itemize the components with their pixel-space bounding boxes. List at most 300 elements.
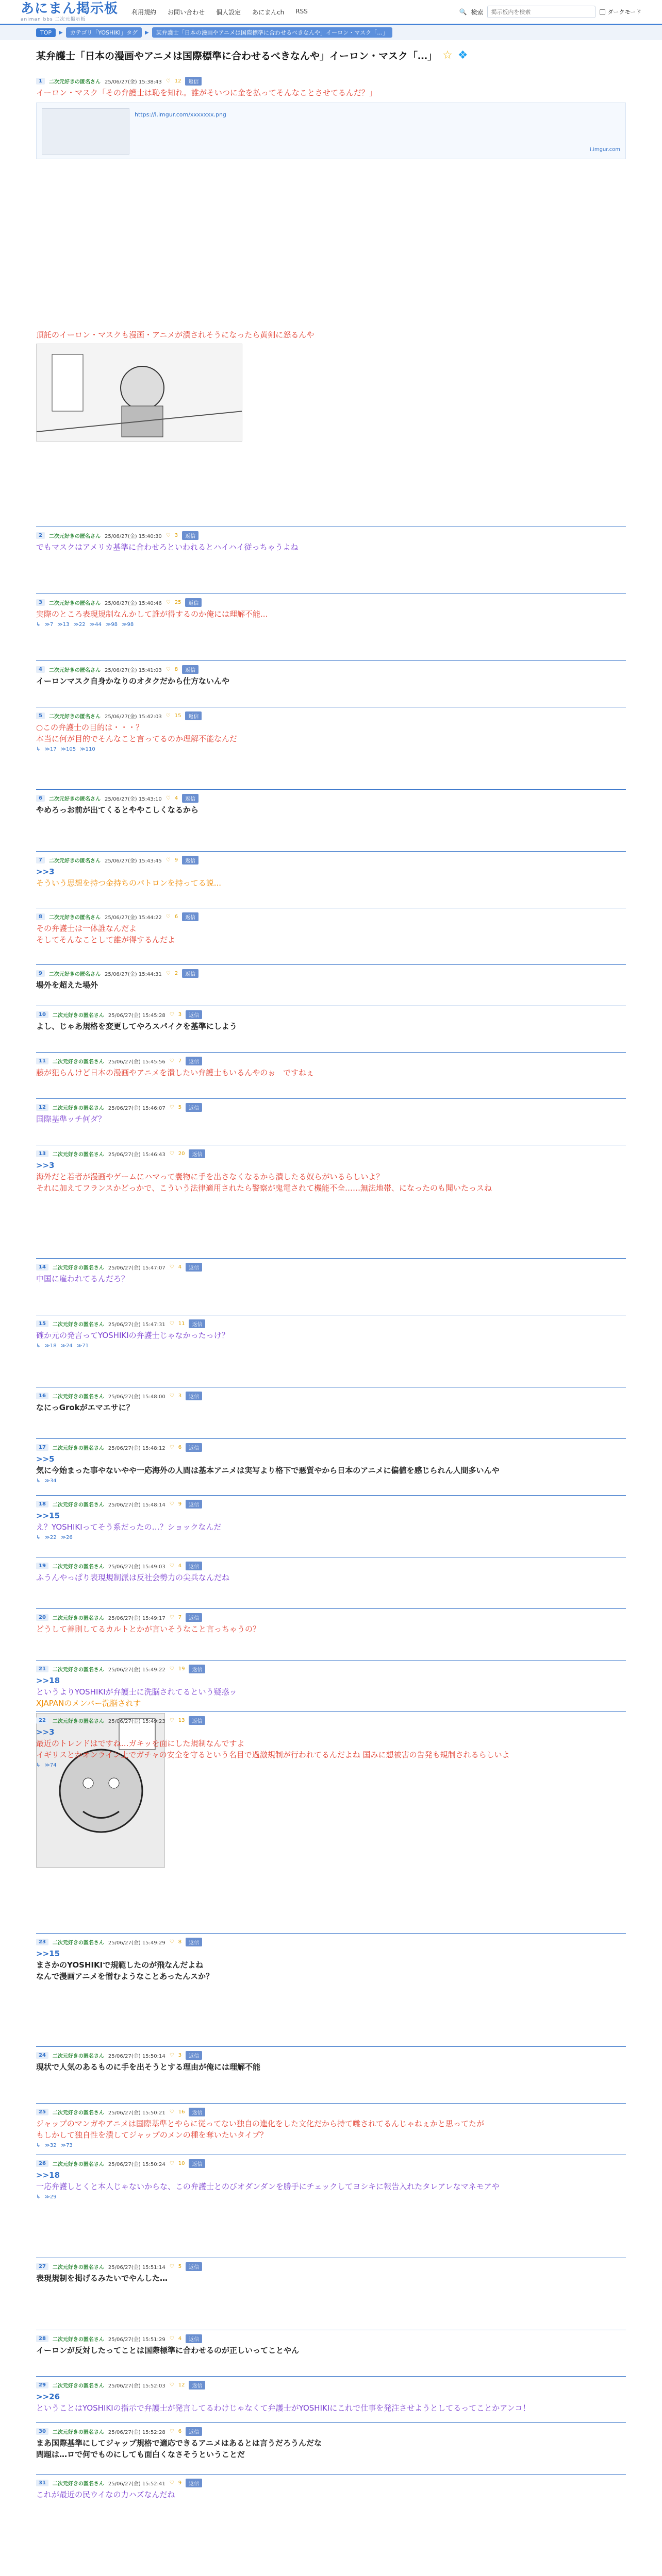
reply-arrow-icon: ↳	[36, 1762, 41, 1768]
heart-icon[interactable]: ♡	[169, 1717, 174, 1723]
reference-link[interactable]: ≫22	[44, 1535, 57, 1540]
nav-contact[interactable]: お問い合わせ	[168, 8, 205, 16]
reference-link[interactable]: ≫98	[105, 622, 118, 628]
post-body	[36, 2060, 626, 2073]
heart-icon[interactable]: ♡	[169, 1011, 174, 1018]
reply-anchor[interactable]: >>3	[36, 1727, 55, 1737]
poster-name: 二次元好きの匿名さん	[52, 1012, 104, 1019]
post-number[interactable]: 30	[36, 2428, 48, 2435]
post-19	[36, 1561, 626, 1583]
post-number[interactable]: 20	[36, 1614, 48, 1621]
post-number[interactable]: 26	[36, 2160, 48, 2167]
reply-anchor[interactable]: >>15	[36, 1511, 60, 1520]
nav-rss[interactable]: RSS	[295, 7, 308, 15]
like-count: 2	[174, 970, 178, 976]
link-card[interactable]	[36, 103, 626, 159]
post-body	[36, 1112, 626, 1125]
post-number[interactable]: 16	[36, 1393, 48, 1399]
post-line: やめろっお前が出てくるとややこしくなるから	[36, 805, 199, 815]
post-25	[36, 2107, 626, 2148]
post-body	[36, 1946, 626, 1982]
like-count: 4	[178, 1264, 182, 1270]
post-body	[36, 1400, 626, 1413]
poster-name: 二次元好きの匿名さん	[52, 2481, 104, 2487]
checkbox-icon[interactable]	[600, 9, 605, 15]
reply-button[interactable]: 返信	[182, 912, 198, 921]
heart-icon[interactable]: ♡	[169, 2428, 174, 2434]
like-count: 4	[178, 2335, 182, 2342]
main-nav	[131, 8, 308, 16]
post-body	[36, 2271, 626, 2284]
reply-button[interactable]: 返信	[186, 2479, 202, 2487]
link-domain: i.imgur.com	[590, 147, 620, 152]
post-body	[36, 2389, 626, 2414]
post-meta	[36, 912, 626, 921]
post-body	[36, 86, 626, 442]
reply-anchor[interactable]: >>5	[36, 1454, 55, 1464]
post-line: 確か元の発言ってYOSHIKIの弁護士じゃなかったっけ？	[36, 1331, 229, 1340]
post-divider	[36, 1052, 626, 1053]
poster-name: 二次元好きの匿名さん	[52, 2264, 104, 2270]
like-count: 9	[178, 2480, 182, 2486]
post-date: 25/06/27(金) 15:50:24	[108, 2161, 166, 2167]
post-line: どうして善則してるカルトとかが言いそうなこと言っちゃうの？	[36, 1624, 261, 1634]
post-16	[36, 1391, 626, 1413]
heart-icon[interactable]: ♡	[169, 1666, 174, 1672]
reply-button[interactable]: 返信	[189, 1149, 205, 1158]
post-references	[36, 2192, 626, 2200]
post-number[interactable]: 7	[36, 857, 45, 863]
post-body	[36, 1065, 626, 1078]
post-date: 25/06/27(金) 15:44:31	[104, 971, 162, 977]
post-line: イーロンが反対したってことは国際標準に合わせるのが正しいってことやん	[36, 2346, 300, 2355]
reference-link[interactable]: ≫71	[76, 1343, 89, 1349]
reply-arrow-icon: ↳	[36, 1535, 41, 1540]
poster-name: 二次元好きの匿名さん	[52, 1445, 104, 1451]
post-number[interactable]: 9	[36, 970, 45, 977]
post-number[interactable]: 6	[36, 795, 45, 802]
poster-name: 二次元好きの匿名さん	[52, 1615, 104, 1621]
post-body	[36, 540, 626, 553]
reply-button[interactable]: 返信	[182, 794, 198, 803]
reference-link[interactable]: ≫98	[122, 622, 134, 628]
reply-button[interactable]: 返信	[186, 1392, 202, 1400]
post-references	[36, 1533, 626, 1540]
reply-button[interactable]: 返信	[182, 856, 198, 865]
post-number[interactable]: 31	[36, 2480, 48, 2486]
post-body	[36, 978, 626, 991]
heart-icon[interactable]: ♡	[166, 857, 171, 863]
chevron-right-icon: ▶	[59, 29, 63, 36]
poster-name: 二次元好きの匿名さん	[52, 1394, 104, 1400]
post-26	[36, 2159, 626, 2200]
chevron-right-icon: ▶	[145, 29, 149, 36]
reference-link[interactable]: ≫24	[60, 1343, 73, 1349]
post-meta	[36, 2050, 626, 2060]
like-count: 5	[178, 2263, 182, 2269]
post-line: 藤が犯らんけど日本の漫画やアニメを潰したい弁護士もいるんやのぉ ですねぇ	[36, 1068, 315, 1077]
heart-icon[interactable]: ♡	[166, 713, 171, 719]
post-meta	[36, 1319, 626, 1328]
post-line: なんで漫画アニメを憎むようなことあったんスか？	[36, 1972, 214, 1981]
nav-settings[interactable]: 個人設定	[216, 8, 241, 16]
heart-icon[interactable]: ♡	[169, 1614, 174, 1620]
nav-terms[interactable]: 利用規約	[131, 8, 157, 16]
poster-name: 二次元好きの匿名さん	[52, 1940, 104, 1946]
breadcrumb-home[interactable]: TOP	[36, 28, 56, 37]
reference-link[interactable]: ≫17	[44, 747, 57, 752]
like-count: 9	[174, 857, 178, 863]
post-27	[36, 2262, 626, 2284]
post-body	[36, 1570, 626, 1583]
reply-button[interactable]: 返信	[189, 2159, 205, 2168]
post-line: なにっGrokがエマエサに？	[36, 1403, 134, 1412]
like-count: 3	[178, 2052, 182, 2058]
thread-header	[36, 40, 626, 67]
reference-link[interactable]: ≫110	[80, 747, 95, 752]
post-divider	[36, 2376, 626, 2377]
post-meta	[36, 2478, 626, 2487]
post-number[interactable]: 24	[36, 2052, 48, 2059]
post-number[interactable]: 21	[36, 1666, 48, 1672]
like-count: 10	[178, 2160, 185, 2166]
post-meta	[36, 531, 626, 540]
reply-button[interactable]: 返信	[189, 1716, 205, 1725]
heart-icon[interactable]: ♡	[166, 795, 171, 801]
like-count: 11	[178, 1320, 185, 1327]
post-number[interactable]: 18	[36, 1501, 48, 1507]
reply-anchor[interactable]: >>18	[36, 1676, 60, 1685]
post-17	[36, 1443, 626, 1484]
post-number[interactable]: 10	[36, 1011, 48, 1018]
post-number[interactable]: 22	[36, 1717, 48, 1724]
like-count: 6	[174, 913, 178, 920]
post-number[interactable]: 8	[36, 913, 45, 920]
reply-button[interactable]: 返信	[186, 1938, 202, 1946]
reply-anchor[interactable]: >>18	[36, 2171, 60, 2180]
poster-name: 二次元好きの匿名さん	[52, 1059, 104, 1065]
like-count: 12	[178, 2382, 185, 2388]
post-divider	[36, 1711, 626, 1712]
reference-link[interactable]: ≫32	[44, 2143, 57, 2148]
poster-name: 二次元好きの匿名さん	[52, 2383, 104, 2389]
heart-icon[interactable]: ♡	[169, 1058, 174, 1064]
reply-button[interactable]: 返信	[186, 1443, 202, 1452]
reply-button[interactable]: 返信	[186, 1613, 202, 1622]
post-line: ふうんやっぱり表現規制派は反社会勢力の尖兵なんだね	[36, 1573, 230, 1582]
poster-name: 二次元好きの匿名さん	[52, 2161, 104, 2167]
post-number[interactable]: 29	[36, 2382, 48, 2388]
post-date: 25/06/27(金) 15:52:28	[108, 2429, 166, 2435]
post-number[interactable]: 27	[36, 2263, 48, 2270]
heart-icon[interactable]: ♡	[166, 78, 171, 84]
post-number[interactable]: 5	[36, 713, 45, 719]
like-count: 15	[174, 713, 181, 719]
reply-button[interactable]: 返信	[186, 2262, 202, 2271]
reply-button[interactable]: 返信	[186, 1103, 202, 1112]
reply-anchor[interactable]: >>3	[36, 1161, 55, 1170]
poster-name: 二次元好きの匿名さん	[52, 1502, 104, 1508]
reference-link[interactable]: ≫105	[60, 747, 76, 752]
reference-link[interactable]: ≫7	[44, 622, 54, 628]
post-body	[36, 1158, 626, 1194]
like-count: 8	[174, 666, 178, 672]
post-date: 25/06/27(金) 15:45:56	[108, 1059, 166, 1065]
search-button[interactable]: 検索	[471, 8, 484, 16]
reply-button[interactable]: 返信	[186, 2427, 202, 2436]
reply-button[interactable]: 返信	[186, 2051, 202, 2060]
search-input[interactable]	[487, 6, 595, 18]
post-number[interactable]: 11	[36, 1058, 48, 1064]
post-date: 25/06/27(金) 15:38:43	[104, 79, 162, 85]
heart-icon[interactable]: ♡	[166, 599, 171, 605]
heart-icon[interactable]: ♡	[169, 1104, 174, 1110]
like-count: 7	[178, 1058, 182, 1064]
reply-button[interactable]: 返信	[186, 1057, 202, 1065]
reply-anchor[interactable]: >>15	[36, 1949, 60, 1958]
post-date: 25/06/27(金) 15:46:07	[108, 1105, 166, 1111]
heart-icon[interactable]: ♡	[166, 970, 171, 976]
reference-link[interactable]: ≫73	[60, 2143, 73, 2148]
post-body	[36, 1272, 626, 1284]
post-line: それに加えてフランスかどっかで、こういう法律適用されたら警察が鬼電されて機能不全……無法地帯、になったのも聞いたっスね	[36, 1183, 492, 1193]
post-15	[36, 1319, 626, 1349]
heart-icon[interactable]: ♡	[169, 2160, 174, 2166]
heart-icon[interactable]: ♡	[166, 532, 171, 538]
heart-icon[interactable]: ♡	[166, 666, 171, 672]
reference-link[interactable]: ≫74	[44, 1762, 57, 1768]
post-body	[36, 1019, 626, 1032]
nav-animanch[interactable]: あにまんch	[252, 8, 285, 16]
post-8	[36, 912, 626, 945]
post-number[interactable]: 17	[36, 1444, 48, 1451]
poster-name: 二次元好きの匿名さん	[48, 971, 101, 977]
post-line: まさかのYOSHIKIで規範したのが飛なんだよね	[36, 1960, 204, 1970]
reference-link[interactable]: ≫18	[44, 1343, 57, 1349]
post-number[interactable]: 3	[36, 599, 45, 606]
post-meta	[36, 665, 626, 674]
like-count: 7	[178, 1614, 182, 1620]
post-line: え？YOSHIKIってそう系だったの…？ショックなんだ	[36, 1522, 222, 1532]
heart-icon[interactable]: ♡	[169, 1320, 174, 1327]
reply-button[interactable]: 返信	[189, 2381, 205, 2389]
post-line: 場外を超えた場外	[36, 980, 98, 990]
like-count: 3	[174, 532, 178, 538]
post-body	[36, 2168, 626, 2192]
search-icon[interactable]: 🔍	[459, 8, 467, 15]
dark-mode-toggle[interactable]	[600, 8, 641, 16]
post-divider	[36, 2046, 626, 2047]
favorite-star-icon[interactable]: ☆	[442, 49, 453, 62]
reference-link[interactable]: ≫26	[60, 1535, 73, 1540]
post-date: 25/06/27(金) 15:47:31	[108, 1321, 166, 1328]
reply-button[interactable]: 返信	[189, 2108, 205, 2116]
post-1	[36, 76, 626, 442]
poster-name: 二次元好きの匿名さん	[52, 2110, 104, 2116]
post-date: 25/06/27(金) 15:51:14	[108, 2264, 166, 2270]
breadcrumb-thread[interactable]: 某弁護士「日本の漫画やアニメは国際標準に合わせるべきなんや」イーロン・マスク「…」	[152, 27, 392, 38]
reply-button[interactable]: 返信	[186, 1010, 202, 1019]
reply-button[interactable]: 返信	[185, 77, 202, 86]
heart-icon[interactable]: ♡	[169, 2109, 174, 2115]
reply-button[interactable]: 返信	[185, 598, 202, 607]
post-line: 実際のところ表現規制なんかして誰が得するのか俺には理解不能...	[36, 609, 268, 619]
post-number[interactable]: 13	[36, 1150, 48, 1157]
poster-name: 二次元好きの匿名さん	[48, 858, 101, 864]
post-20	[36, 1613, 626, 1635]
link-thumbnail	[42, 108, 129, 155]
reference-link[interactable]: ≫29	[44, 2194, 57, 2200]
heart-icon[interactable]: ♡	[169, 2480, 174, 2486]
manga-panel-image[interactable]	[36, 344, 242, 442]
thread-title: 某弁護士「日本の漫画やアニメは国際標準に合わせるべきなんや」イーロン・マスク「…」	[36, 50, 438, 62]
reply-button[interactable]: 返信	[186, 2334, 202, 2343]
logo-subtext: animan bbs 二次元掲示板	[21, 16, 86, 22]
reference-link[interactable]: ≫13	[57, 622, 70, 628]
post-date: 25/06/27(金) 15:49:22	[108, 1667, 166, 1673]
post-date: 25/06/27(金) 15:40:30	[104, 533, 162, 539]
post-number[interactable]: 25	[36, 2109, 48, 2115]
heart-icon[interactable]: ♡	[169, 2382, 174, 2388]
post-meta	[36, 793, 626, 803]
post-14	[36, 1262, 626, 1284]
like-count: 25	[174, 599, 181, 605]
reply-button[interactable]: 返信	[182, 969, 198, 978]
reply-button[interactable]: 返信	[186, 1500, 202, 1509]
post-6	[36, 793, 626, 816]
dark-mode-label: ダークモード	[607, 9, 641, 15]
post-divider	[36, 1438, 626, 1439]
header-tools	[459, 6, 641, 18]
post-references	[36, 1341, 626, 1349]
post-meta	[36, 598, 626, 607]
post-body	[36, 607, 626, 620]
post-date: 25/06/27(金) 15:44:22	[104, 914, 162, 921]
post-line: というよりYOSHIKIが弁護士に洗脳されてるという疑惑ッ	[36, 1687, 237, 1697]
post-number[interactable]: 14	[36, 1264, 48, 1270]
link-url[interactable]: https://i.imgur.com/xxxxxxx.png	[135, 111, 226, 118]
heart-icon[interactable]: ♡	[169, 2052, 174, 2058]
heart-icon[interactable]: ♡	[169, 2263, 174, 2269]
post-meta	[36, 2262, 626, 2271]
post-number[interactable]: 23	[36, 1939, 48, 1945]
post-28	[36, 2334, 626, 2356]
like-count: 3	[178, 1393, 182, 1399]
post-body	[36, 2116, 626, 2141]
poster-name: 二次元好きの匿名さん	[52, 1105, 104, 1111]
reply-arrow-icon: ↳	[36, 747, 41, 752]
post-line: 海外だと若者が漫画やゲームにハマって嚢物に手を出さなくなるから潰したる奴らがいるらしいよ？	[36, 1172, 384, 1181]
post-date: 25/06/27(金) 15:45:28	[108, 1012, 166, 1019]
post-body	[36, 1328, 626, 1341]
post-line: ジャップのマンガやアニメは国際基準とやらに従ってない独自の進化をした文化だから持て囃されてるんじゃねぇかと思ってたが	[36, 2119, 484, 2128]
heart-icon[interactable]: ♡	[169, 1939, 174, 1945]
post-references	[36, 620, 626, 628]
post-number[interactable]: 1	[36, 78, 45, 84]
post-meta	[36, 1262, 626, 1272]
reply-button[interactable]: 返信	[186, 1263, 202, 1272]
post-meta	[36, 76, 626, 86]
post-references	[36, 1476, 626, 1484]
poster-name: 二次元好きの匿名さん	[48, 600, 101, 606]
post-meta	[36, 2380, 626, 2389]
post-9	[36, 969, 626, 991]
heart-icon[interactable]: ♡	[169, 1501, 174, 1507]
heart-icon[interactable]: ♡	[166, 913, 171, 920]
post-29	[36, 2380, 626, 2414]
heart-icon[interactable]: ♡	[169, 1393, 174, 1399]
post-divider	[36, 964, 626, 965]
reply-anchor[interactable]: >>26	[36, 2392, 60, 2401]
reply-button[interactable]: 返信	[185, 711, 202, 720]
heart-icon[interactable]: ♡	[169, 1150, 174, 1157]
reference-link[interactable]: ≫44	[89, 622, 102, 628]
post-body	[36, 1452, 626, 1476]
post-number[interactable]: 19	[36, 1563, 48, 1569]
post-line: よし、じゃあ規格を変更してやろスパイクを基準にしよう	[36, 1022, 237, 1031]
post-divider	[36, 1098, 626, 1099]
post-date: 25/06/27(金) 15:47:07	[108, 1265, 166, 1271]
like-count: 6	[178, 1444, 182, 1450]
reply-button[interactable]: 返信	[186, 1562, 202, 1570]
heart-icon[interactable]: ♡	[169, 2335, 174, 2342]
site-logo[interactable]	[21, 2, 118, 22]
post-22	[36, 1716, 626, 1768]
heart-icon[interactable]: ♡	[169, 1264, 174, 1270]
post-2	[36, 531, 626, 553]
post-23	[36, 1937, 626, 1982]
post-meta	[36, 2107, 626, 2116]
post-body	[36, 1673, 626, 1868]
post-body	[36, 2436, 626, 2460]
post-number[interactable]: 4	[36, 666, 45, 673]
post-date: 25/06/27(金) 15:43:10	[104, 796, 162, 802]
like-count: 20	[178, 1150, 185, 1157]
post-body	[36, 674, 626, 687]
reference-link[interactable]: ≫22	[73, 622, 86, 628]
breadcrumb	[0, 25, 662, 40]
post-number[interactable]: 28	[36, 2335, 48, 2342]
post-line: 最近のトレンドはですね…ガキッを面にした規制なんですよ	[36, 1739, 245, 1748]
post-12	[36, 1103, 626, 1125]
poster-name: 二次元好きの匿名さん	[52, 1667, 104, 1673]
post-number[interactable]: 12	[36, 1104, 48, 1111]
heart-icon[interactable]: ♡	[169, 1444, 174, 1450]
reply-button[interactable]: 返信	[182, 531, 198, 540]
breadcrumb-category[interactable]: カテゴリ「YOSHIKI」タグ	[66, 27, 142, 38]
post-7	[36, 855, 626, 889]
post-body	[36, 1725, 626, 1760]
logo-text: あにまん掲示板	[21, 1, 119, 16]
post-meta	[36, 1937, 626, 1946]
reply-button[interactable]: 返信	[189, 1319, 205, 1328]
post-number[interactable]: 2	[36, 532, 45, 539]
reply-arrow-icon: ↳	[36, 2194, 41, 2200]
embed-spacer	[36, 159, 626, 329]
reply-button[interactable]: 返信	[182, 665, 198, 674]
post-line: でもマスクはアメリカ基準に合わせろといわれるとハイハイ従っちゃうよね	[36, 543, 299, 552]
heart-icon[interactable]: ♡	[169, 1563, 174, 1569]
twitter-share-icon[interactable]: ❖	[457, 49, 468, 62]
post-line: 中国に雇われてるんだろ？	[36, 1274, 129, 1283]
poster-name: 二次元好きの匿名さん	[48, 914, 101, 921]
reply-button[interactable]: 返信	[189, 1665, 205, 1673]
reply-anchor[interactable]: >>3	[36, 867, 55, 876]
manga-panel-art	[37, 344, 242, 442]
post-number[interactable]: 15	[36, 1320, 48, 1327]
reference-link[interactable]: ≫34	[44, 1478, 57, 1484]
poster-name: 二次元好きの匿名さん	[52, 1564, 104, 1570]
